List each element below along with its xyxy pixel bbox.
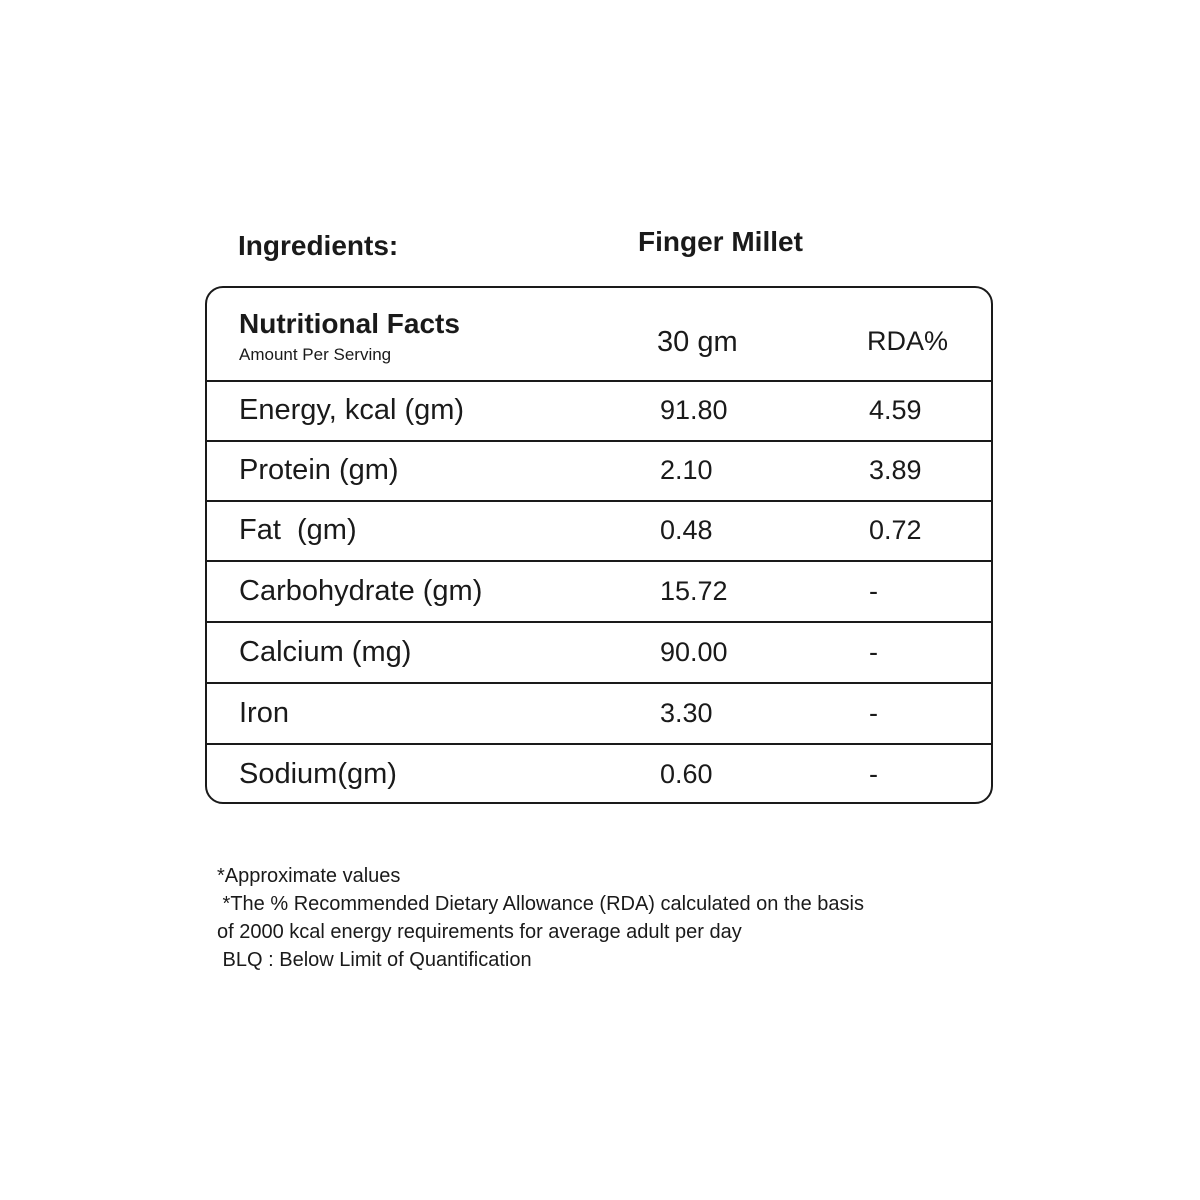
nutrient-amount: 0.48 bbox=[660, 515, 713, 545]
ingredients-label: Ingredients: bbox=[238, 230, 399, 261]
table-title: Nutritional Facts bbox=[239, 308, 460, 339]
nutrient-name: Calcium (mg) bbox=[239, 636, 412, 668]
nutrient-amount: 0.60 bbox=[660, 759, 713, 789]
nutrient-name: Energy, kcal (gm) bbox=[239, 394, 465, 426]
table-row bbox=[207, 685, 991, 745]
nutrient-name: Protein (gm) bbox=[239, 454, 399, 486]
table-row bbox=[207, 624, 991, 684]
nutrient-rda: - bbox=[869, 637, 878, 667]
nutrient-name: Iron bbox=[239, 697, 289, 729]
nutrient-name: Fat (gm) bbox=[239, 514, 357, 546]
table-row bbox=[207, 502, 991, 562]
nutrient-name: Sodium(gm) bbox=[239, 758, 397, 790]
nutrient-amount: 2.10 bbox=[660, 455, 713, 485]
nutrient-rda: - bbox=[869, 698, 878, 728]
nutrition-facts-table bbox=[205, 286, 993, 804]
nutrient-rda: 3.89 bbox=[869, 455, 922, 485]
nutrient-rda: - bbox=[869, 576, 878, 606]
nutrient-name: Carbohydrate (gm) bbox=[239, 575, 483, 607]
serving-size-header: 30 gm bbox=[657, 326, 738, 358]
table-row bbox=[207, 382, 991, 442]
nutrient-rda: 4.59 bbox=[869, 395, 922, 425]
nutrient-rda: - bbox=[869, 759, 878, 789]
table-row bbox=[207, 563, 991, 623]
rda-header: RDA% bbox=[867, 326, 949, 356]
table-row bbox=[207, 746, 991, 804]
nutrient-amount: 3.30 bbox=[660, 698, 713, 728]
footnote-blq: BLQ : Below Limit of Quantification bbox=[217, 949, 532, 971]
table-header bbox=[207, 288, 991, 382]
ingredients-value: Finger Millet bbox=[638, 226, 803, 257]
footnote-rda-basis-continued: of 2000 kcal energy requirements for average adult per day bbox=[217, 921, 742, 943]
table-row bbox=[207, 442, 991, 502]
footnote-approximate: *Approximate values bbox=[217, 865, 401, 887]
nutrient-amount: 91.80 bbox=[660, 395, 728, 425]
nutrient-amount: 15.72 bbox=[660, 576, 728, 606]
nutrient-amount: 90.00 bbox=[660, 637, 728, 667]
table-subtitle: Amount Per Serving bbox=[239, 345, 392, 364]
footnotes bbox=[217, 862, 864, 974]
nutrient-rda: 0.72 bbox=[869, 515, 922, 545]
footnote-rda-basis: *The % Recommended Dietary Allowance (RDA) calculated on the basis bbox=[217, 893, 864, 915]
